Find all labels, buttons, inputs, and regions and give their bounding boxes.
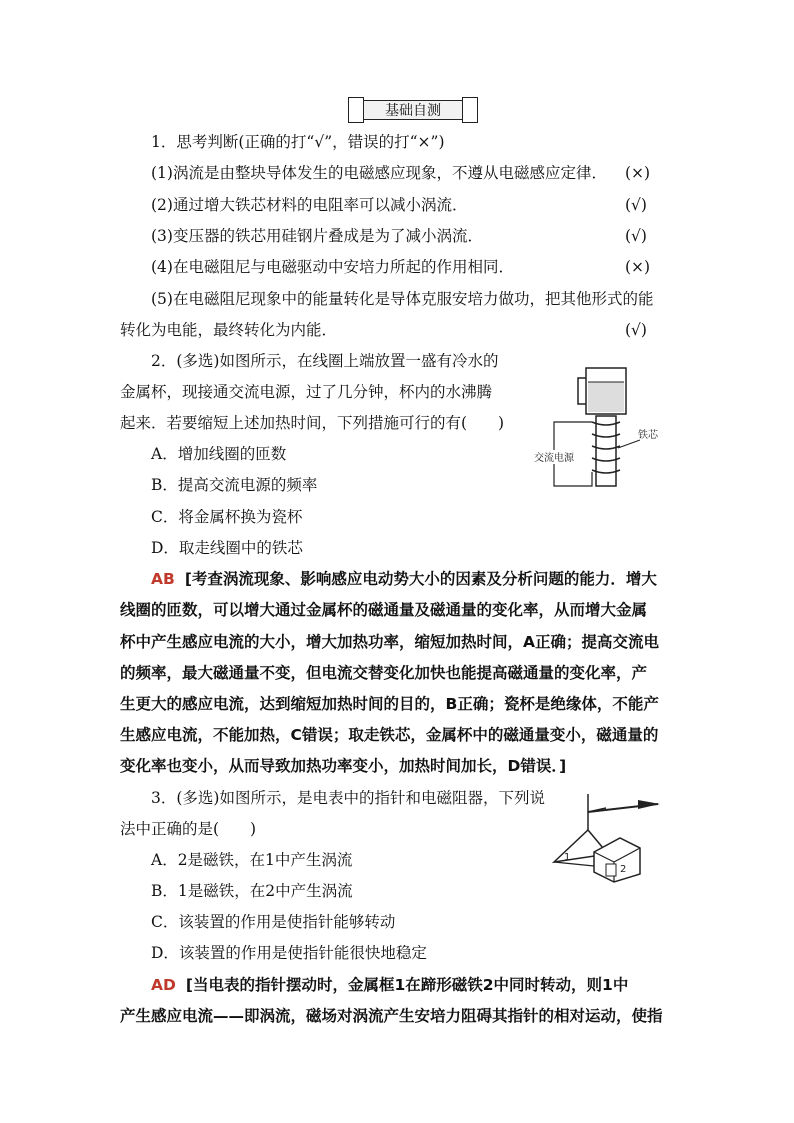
q1-item-1-mark: (×)	[625, 164, 651, 182]
q1-item-3: (3)变压器的铁芯用硅钢片叠成是为了减小涡流．	[151, 227, 483, 245]
q2-explanation-line-3: 杯中产生感应电流的大小，增大加热功率，缩短加热时间，A正确；提高交流电	[120, 633, 659, 651]
q3-option-b: B．1是磁铁，在2中产生涡流	[151, 882, 353, 900]
q1-item-5-mark: (√)	[625, 321, 647, 339]
q1-stem: 1．思考判断(正确的打“√”，错误的打“×”)	[151, 133, 445, 151]
q2-explanation-line-5: 生更大的感应电流，达到缩短加热时间的目的，B正确；瓷杯是绝缘体，不能产	[120, 695, 659, 713]
q1-item-4: (4)在电磁阻尼与电磁驱动中安培力所起的作用相同．	[151, 258, 514, 276]
q1-item-5-cont: 转化为电能，最终转化为内能．	[120, 321, 338, 339]
q2-option-b: B．提高交流电源的频率	[151, 476, 318, 494]
q1-item-2-mark: (√)	[625, 196, 647, 214]
q3-answer: AD	[151, 976, 176, 994]
q2-explanation-line-4: 的频率，最大磁通量不变，但电流交替变化加快也能提高磁通量的变化率，产	[120, 664, 648, 682]
q1-item-4-mark: (×)	[625, 258, 651, 276]
part-1-label: 1	[564, 852, 571, 863]
q3-explanation-line-2: 产生感应电流——即涡流，磁场对涡流产生安培力阻碍其指针的相对运动，使指	[120, 1007, 663, 1025]
q3-option-c: C．该装置的作用是使指针能够转动	[151, 913, 396, 931]
q2-explanation-line-7: 变化率也变小，从而导致加热功率变小，加热时间加长，D错误．]	[120, 757, 567, 775]
q3-option-a: A．2是磁铁，在1中产生涡流	[151, 851, 353, 869]
q2-option-a: A．增加线圈的匝数	[151, 445, 287, 463]
q2-explanation-line-6: 生感应电流，不能加热，C错误；取走铁芯，金属杯中的磁通量变小，磁通量的	[120, 726, 659, 744]
q3-explanation-line-1: AD [当电表的指针摆动时，金属框1在蹄形磁铁2中同时转动，则1中	[151, 976, 629, 994]
q1-item-2: (2)通过增大铁芯材料的电阻率可以减小涡流．	[151, 196, 468, 214]
q3-option-d: D．该装置的作用是使指针能很快地稳定	[151, 944, 427, 962]
q3-stem-line-2: 法中正确的是( )	[120, 820, 257, 838]
damper-figure	[548, 790, 668, 885]
q2-stem-line-2: 金属杯，现接通交流电源，过了几分钟，杯内的水沸腾	[120, 383, 493, 401]
q3-stem-line-1: 3．(多选)如图所示，是电表中的指针和电磁阻器，下列说	[151, 789, 545, 807]
section-title: 基础自测	[357, 100, 469, 120]
q1-item-5: (5)在电磁阻尼现象中的能量转化是导体克服安培力做功，把其他形式的能	[151, 290, 654, 308]
q1-item-1: (1)涡流是由整块导体发生的电磁感应现象，不遵从电磁感应定律．	[151, 164, 607, 182]
q2-option-d: D．取走线圈中的铁芯	[151, 539, 303, 557]
core-label: 铁芯	[638, 430, 658, 441]
q2-answer: AB	[151, 570, 175, 588]
part-2-label: 2	[620, 864, 627, 875]
q2-explanation-line-1: AB [考查涡流现象、影响感应电动势大小的因素及分析问题的能力．增大	[151, 570, 657, 588]
q2-explanation-line-2: 线圈的匝数，可以增大通过金属杯的磁通量及磁通量的变化率，从而增大金属	[120, 601, 648, 619]
q2-stem-line-1: 2．(多选)如图所示，在线圈上端放置一盛有冷水的	[151, 352, 499, 370]
q1-item-3-mark: (√)	[625, 227, 647, 245]
coil-heater-figure	[530, 360, 670, 495]
q2-option-c: C．将金属杯换为瓷杯	[151, 508, 303, 526]
source-label: 交流电源	[534, 453, 574, 464]
q2-stem-line-3: 起来．若要缩短上述加热时间，下列措施可行的有( )	[120, 414, 505, 432]
